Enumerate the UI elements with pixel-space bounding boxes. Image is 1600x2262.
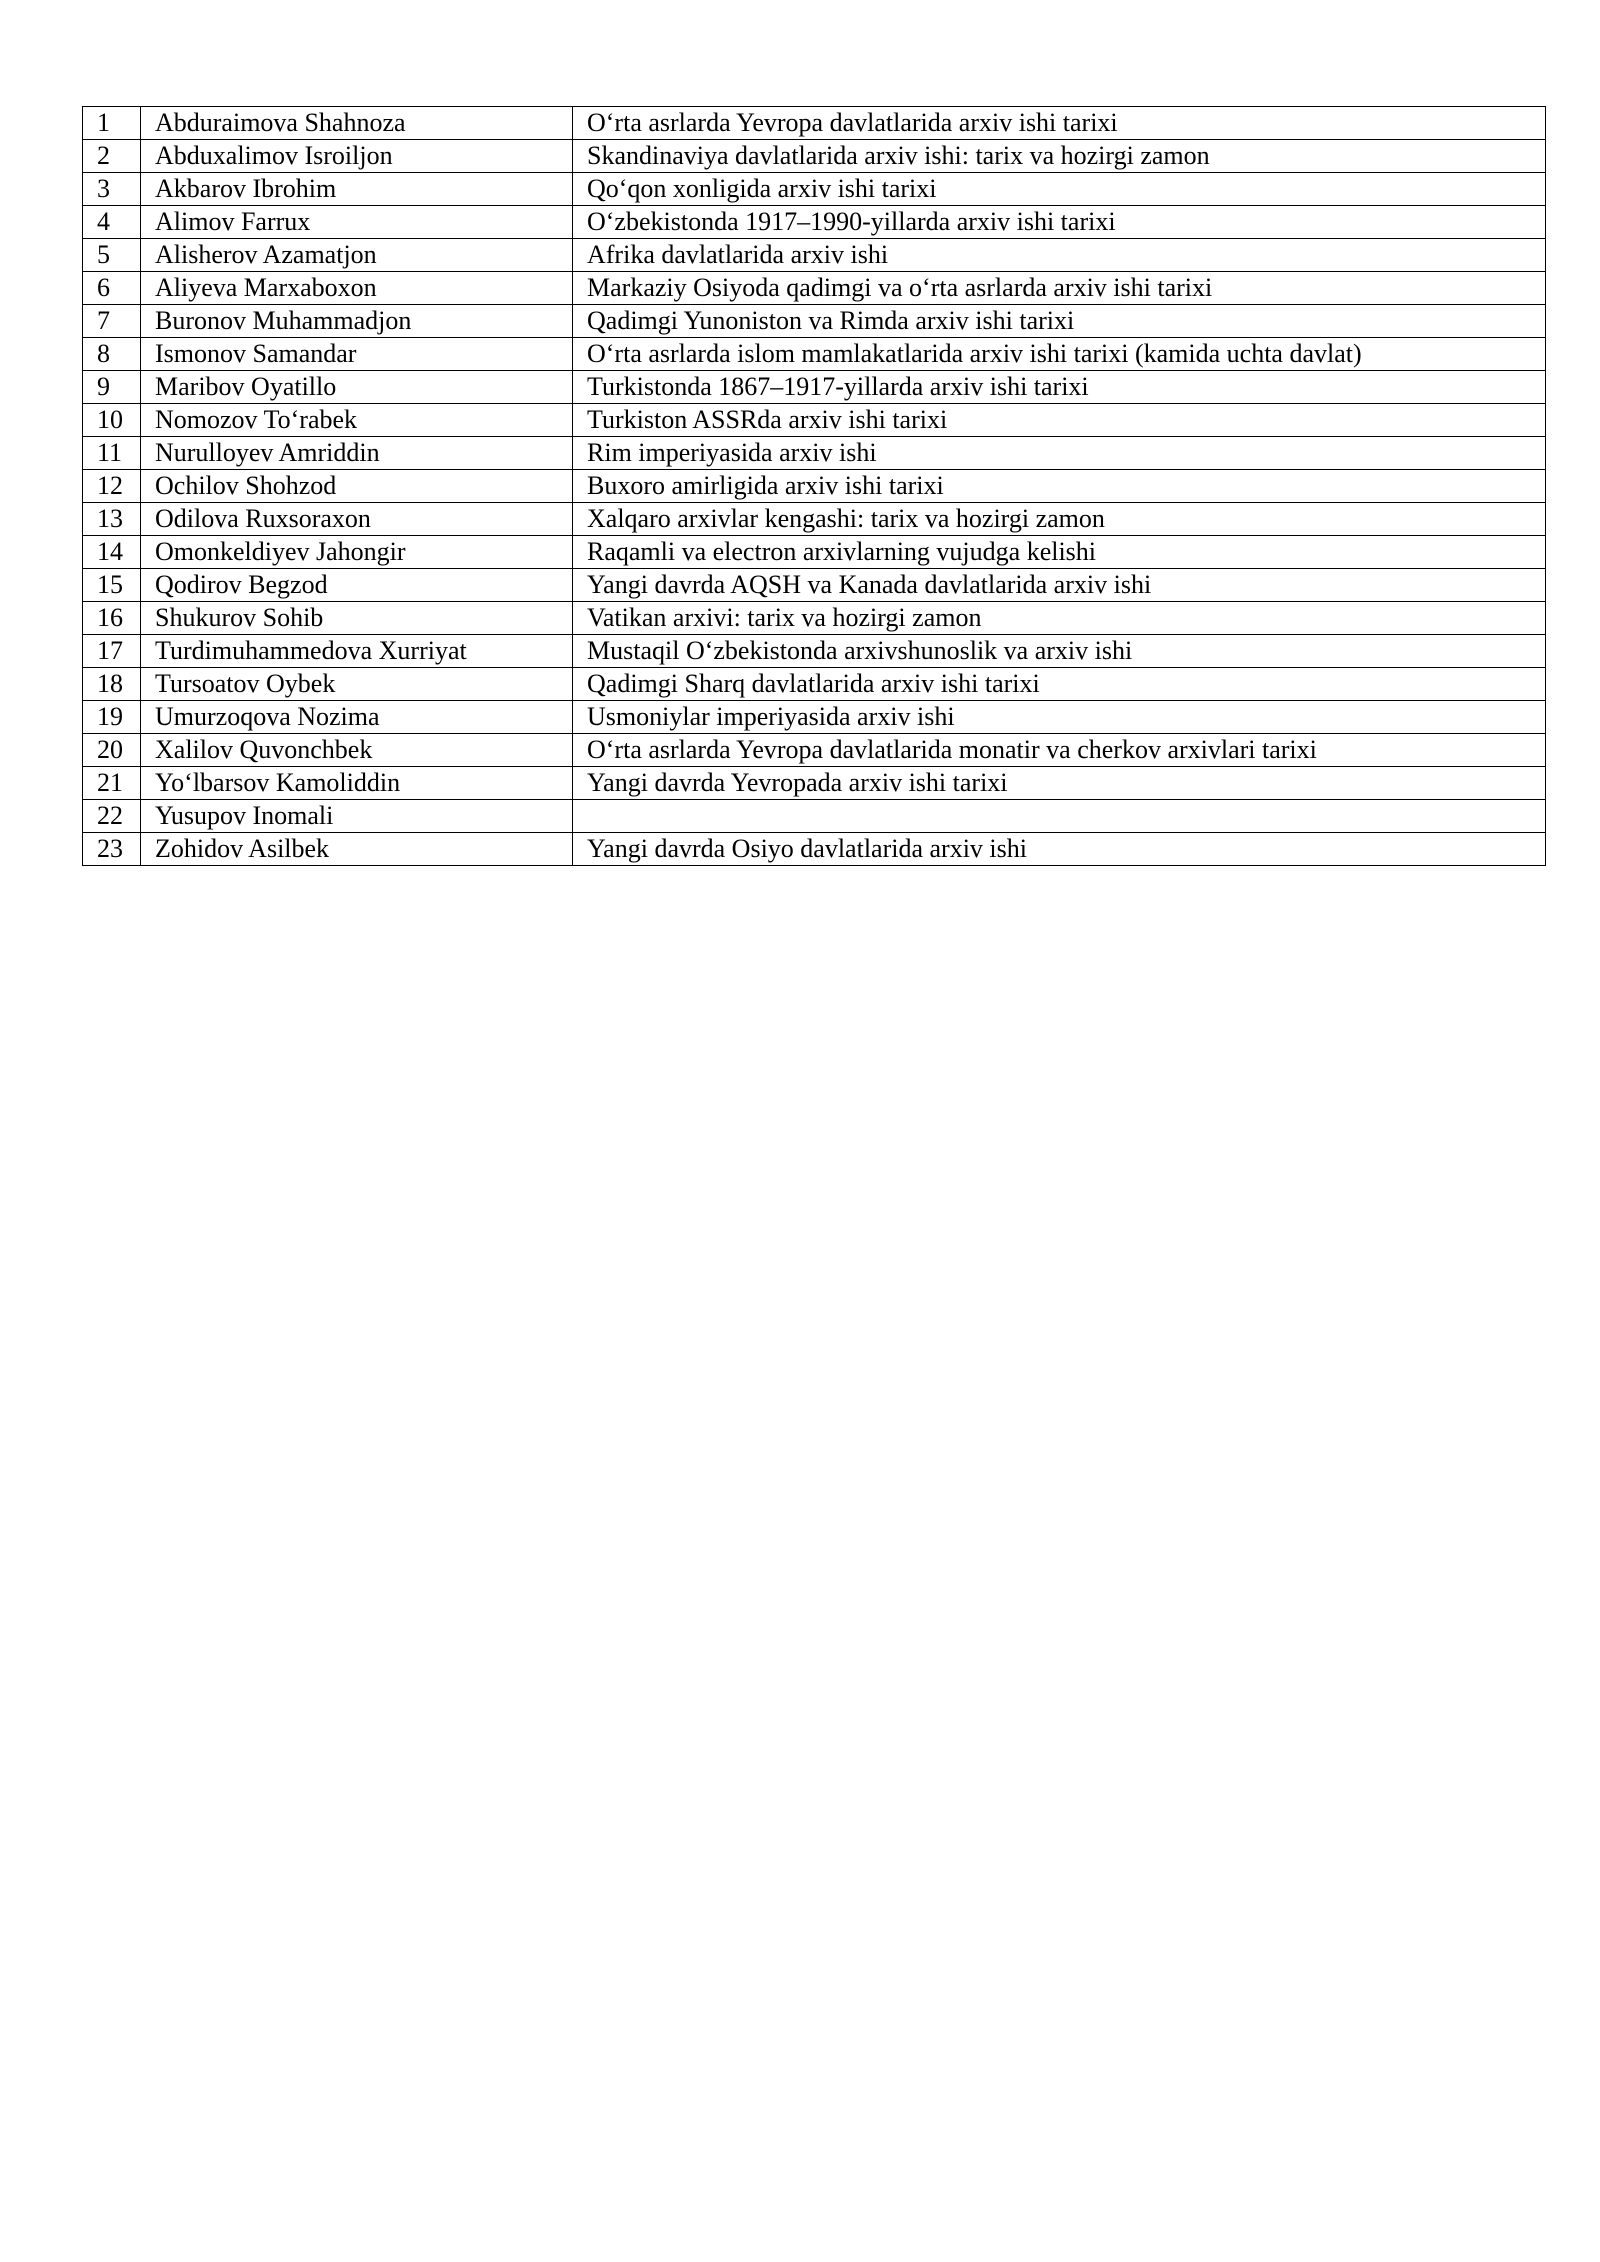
- table-row: [83, 140, 1546, 173]
- topic-cell: Afrika davlatlarida arxiv ishi: [573, 239, 1546, 272]
- topic-cell: Rim imperiyasida arxiv ishi: [573, 437, 1546, 470]
- student-name-cell: Xalilov Quvonchbek: [141, 734, 573, 767]
- table-row: [83, 602, 1546, 635]
- topic-cell: Markaziy Osiyoda qadimgi va o‘rta asrlarda arxiv ishi tarixi: [573, 272, 1546, 305]
- topic-cell: Usmoniylar imperiyasida arxiv ishi: [573, 701, 1546, 734]
- topic-cell: Mustaqil O‘zbekistonda arxivshunoslik va arxiv ishi: [573, 635, 1546, 668]
- table-row: [83, 536, 1546, 569]
- student-name-cell: Maribov Oyatillo: [141, 371, 573, 404]
- row-number-cell: 4: [83, 206, 141, 239]
- row-number-cell: 6: [83, 272, 141, 305]
- row-number-cell: 12: [83, 470, 141, 503]
- table-row: [83, 371, 1546, 404]
- student-name-cell: Yusupov Inomali: [141, 800, 573, 833]
- student-name-cell: Nurulloyev Amriddin: [141, 437, 573, 470]
- table-row: [83, 206, 1546, 239]
- row-number-cell: 9: [83, 371, 141, 404]
- table-row: [83, 767, 1546, 800]
- row-number-cell: 21: [83, 767, 141, 800]
- topic-cell: Turkiston ASSRda arxiv ishi tarixi: [573, 404, 1546, 437]
- student-name-cell: Abduxalimov Isroiljon: [141, 140, 573, 173]
- topic-cell: Yangi davrda Osiyo davlatlarida arxiv ishi: [573, 833, 1546, 866]
- table-row: [83, 305, 1546, 338]
- topic-cell: [573, 800, 1546, 833]
- student-name-cell: Odilova Ruxsoraxon: [141, 503, 573, 536]
- topic-cell: Buxoro amirligida arxiv ishi tarixi: [573, 470, 1546, 503]
- row-number-cell: 1: [83, 107, 141, 140]
- topic-cell: Qadimgi Yunoniston va Rimda arxiv ishi tarixi: [573, 305, 1546, 338]
- table-row: [83, 800, 1546, 833]
- table-row: [83, 734, 1546, 767]
- table-row: [83, 635, 1546, 668]
- table-row: [83, 701, 1546, 734]
- student-name-cell: Yo‘lbarsov Kamoliddin: [141, 767, 573, 800]
- topic-cell: Vatikan arxivi: tarix va hozirgi zamon: [573, 602, 1546, 635]
- student-name-cell: Nomozov To‘rabek: [141, 404, 573, 437]
- table-row: [83, 338, 1546, 371]
- student-name-cell: Umurzoqova Nozima: [141, 701, 573, 734]
- student-name-cell: Qodirov Begzod: [141, 569, 573, 602]
- table-row: [83, 470, 1546, 503]
- student-name-cell: Akbarov Ibrohim: [141, 173, 573, 206]
- table-body: [83, 107, 1546, 866]
- student-name-cell: Tursoatov Oybek: [141, 668, 573, 701]
- student-name-cell: Turdimuhammedova Xurriyat: [141, 635, 573, 668]
- row-number-cell: 10: [83, 404, 141, 437]
- row-number-cell: 15: [83, 569, 141, 602]
- topic-cell: Raqamli va electron arxivlarning vujudga kelishi: [573, 536, 1546, 569]
- row-number-cell: 23: [83, 833, 141, 866]
- topic-cell: O‘rta asrlarda Yevropa davlatlarida monatir va cherkov arxivlari tarixi: [573, 734, 1546, 767]
- table-row: [83, 239, 1546, 272]
- row-number-cell: 5: [83, 239, 141, 272]
- table-row: [83, 404, 1546, 437]
- row-number-cell: 13: [83, 503, 141, 536]
- table-row: [83, 173, 1546, 206]
- student-name-cell: Omonkeldiyev Jahongir: [141, 536, 573, 569]
- student-name-cell: Alimov Farrux: [141, 206, 573, 239]
- table-row: [83, 437, 1546, 470]
- topic-cell: O‘rta asrlarda islom mamlakatlarida arxiv ishi tarixi (kamida uchta davlat): [573, 338, 1546, 371]
- topic-cell: O‘rta asrlarda Yevropa davlatlarida arxiv ishi tarixi: [573, 107, 1546, 140]
- row-number-cell: 7: [83, 305, 141, 338]
- topic-cell: Xalqaro arxivlar kengashi: tarix va hozirgi zamon: [573, 503, 1546, 536]
- topic-cell: Yangi davrda AQSH va Kanada davlatlarida arxiv ishi: [573, 569, 1546, 602]
- student-name-cell: Shukurov Sohib: [141, 602, 573, 635]
- row-number-cell: 16: [83, 602, 141, 635]
- table-row: [83, 668, 1546, 701]
- student-name-cell: Zohidov Asilbek: [141, 833, 573, 866]
- table-row: [83, 107, 1546, 140]
- row-number-cell: 22: [83, 800, 141, 833]
- topic-cell: O‘zbekistonda 1917–1990-yillarda arxiv ishi tarixi: [573, 206, 1546, 239]
- topic-cell: Skandinaviya davlatlarida arxiv ishi: tarix va hozirgi zamon: [573, 140, 1546, 173]
- assignment-table: [82, 106, 1546, 866]
- topic-cell: Qadimgi Sharq davlatlarida arxiv ishi tarixi: [573, 668, 1546, 701]
- topic-cell: Qo‘qon xonligida arxiv ishi tarixi: [573, 173, 1546, 206]
- topic-cell: Turkistonda 1867–1917-yillarda arxiv ishi tarixi: [573, 371, 1546, 404]
- student-name-cell: Abduraimova Shahnoza: [141, 107, 573, 140]
- table-row: [83, 272, 1546, 305]
- row-number-cell: 19: [83, 701, 141, 734]
- row-number-cell: 18: [83, 668, 141, 701]
- table-row: [83, 569, 1546, 602]
- row-number-cell: 17: [83, 635, 141, 668]
- row-number-cell: 3: [83, 173, 141, 206]
- topic-cell: Yangi davrda Yevropada arxiv ishi tarixi: [573, 767, 1546, 800]
- student-name-cell: Buronov Muhammadjon: [141, 305, 573, 338]
- table-row: [83, 503, 1546, 536]
- row-number-cell: 8: [83, 338, 141, 371]
- student-name-cell: Ismonov Samandar: [141, 338, 573, 371]
- row-number-cell: 2: [83, 140, 141, 173]
- student-name-cell: Alisherov Azamatjon: [141, 239, 573, 272]
- student-name-cell: Aliyeva Marxaboxon: [141, 272, 573, 305]
- row-number-cell: 20: [83, 734, 141, 767]
- table-row: [83, 833, 1546, 866]
- row-number-cell: 14: [83, 536, 141, 569]
- row-number-cell: 11: [83, 437, 141, 470]
- student-name-cell: Ochilov Shohzod: [141, 470, 573, 503]
